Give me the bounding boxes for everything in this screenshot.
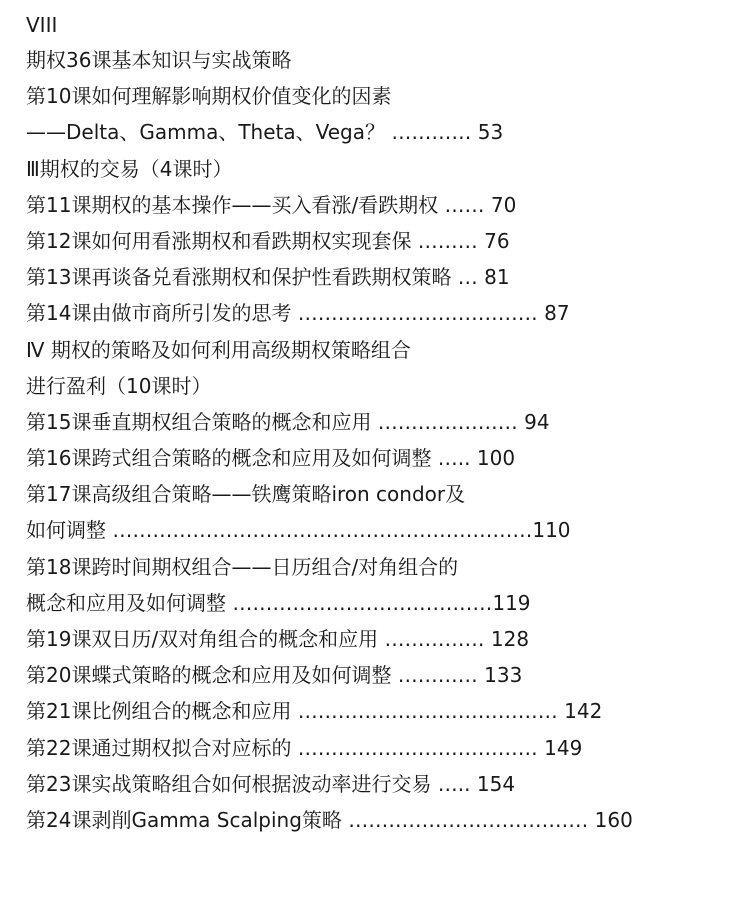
toc-entry-lesson-22: 第22课通过期权拟合对应标的 ……………………………… 149 [26,735,583,760]
toc-entry-lesson-14: 第14课由做市商所引发的思考 ……………………………… 87 [26,301,570,326]
page-number: VIII [26,13,58,37]
toc-entry-lesson-18: 第18课跨时间期权组合——日历组合/对角组合的 [26,554,459,579]
book-title: 期权36课基本知识与实战策略 [26,48,292,72]
toc-entry-lesson-17: 第17课高级组合策略——铁鹰策略iron condor及 [26,482,466,507]
toc-entry-lesson-11: 第11课期权的基本操作——买入看涨/看跌期权 …… 70 [26,192,517,217]
toc-section-4-cont: 进行盈利（10课时） [26,373,212,398]
toc-entry-lesson-24: 第24课剥削Gamma Scalping策略 ……………………………… 160 [26,807,633,832]
toc-entry-lesson-10: 第10课如何理解影响期权价值变化的因素 [26,84,392,109]
toc-entry-lesson-12: 第12课如何用看涨期权和看跌期权实现套保 ……… 76 [26,228,510,253]
toc-entry-lesson-15: 第15课垂直期权组合策略的概念和应用 ………………… 94 [26,409,550,434]
toc-entry-lesson-13: 第13课再谈备兑看涨期权和保护性看跌期权策略 … 81 [26,265,510,290]
toc-entry-lesson-10-cont: ——Delta、Gamma、Theta、Vega？ ………… 53 [26,120,504,145]
toc-entry-lesson-16: 第16课跨式组合策略的概念和应用及如何调整 ….. 100 [26,446,516,471]
toc-section-3: Ⅲ期权的交易（4课时） [26,156,233,181]
toc-entry-lesson-17-cont: 如何调整 ………………………………………………………110 [26,518,571,543]
toc-entry-lesson-18-cont: 概念和应用及如何调整 …………………………………119 [26,590,531,615]
toc-page [26,0,726,838]
toc-entry-lesson-19: 第19课双日历/双对角组合的概念和应用 …………… 128 [26,627,530,651]
toc-entry-lesson-23: 第23课实战策略组合如何根据波动率进行交易 ….. 154 [26,771,516,796]
toc-entry-lesson-20: 第20课蝶式策略的概念和应用及如何调整 ………… 133 [26,663,523,688]
toc-section-4: Ⅳ 期权的策略及如何利用高级期权策略组合 [26,337,411,362]
toc-entry-lesson-21: 第21课比例组合的概念和应用 ………………………………… 142 [26,699,603,724]
